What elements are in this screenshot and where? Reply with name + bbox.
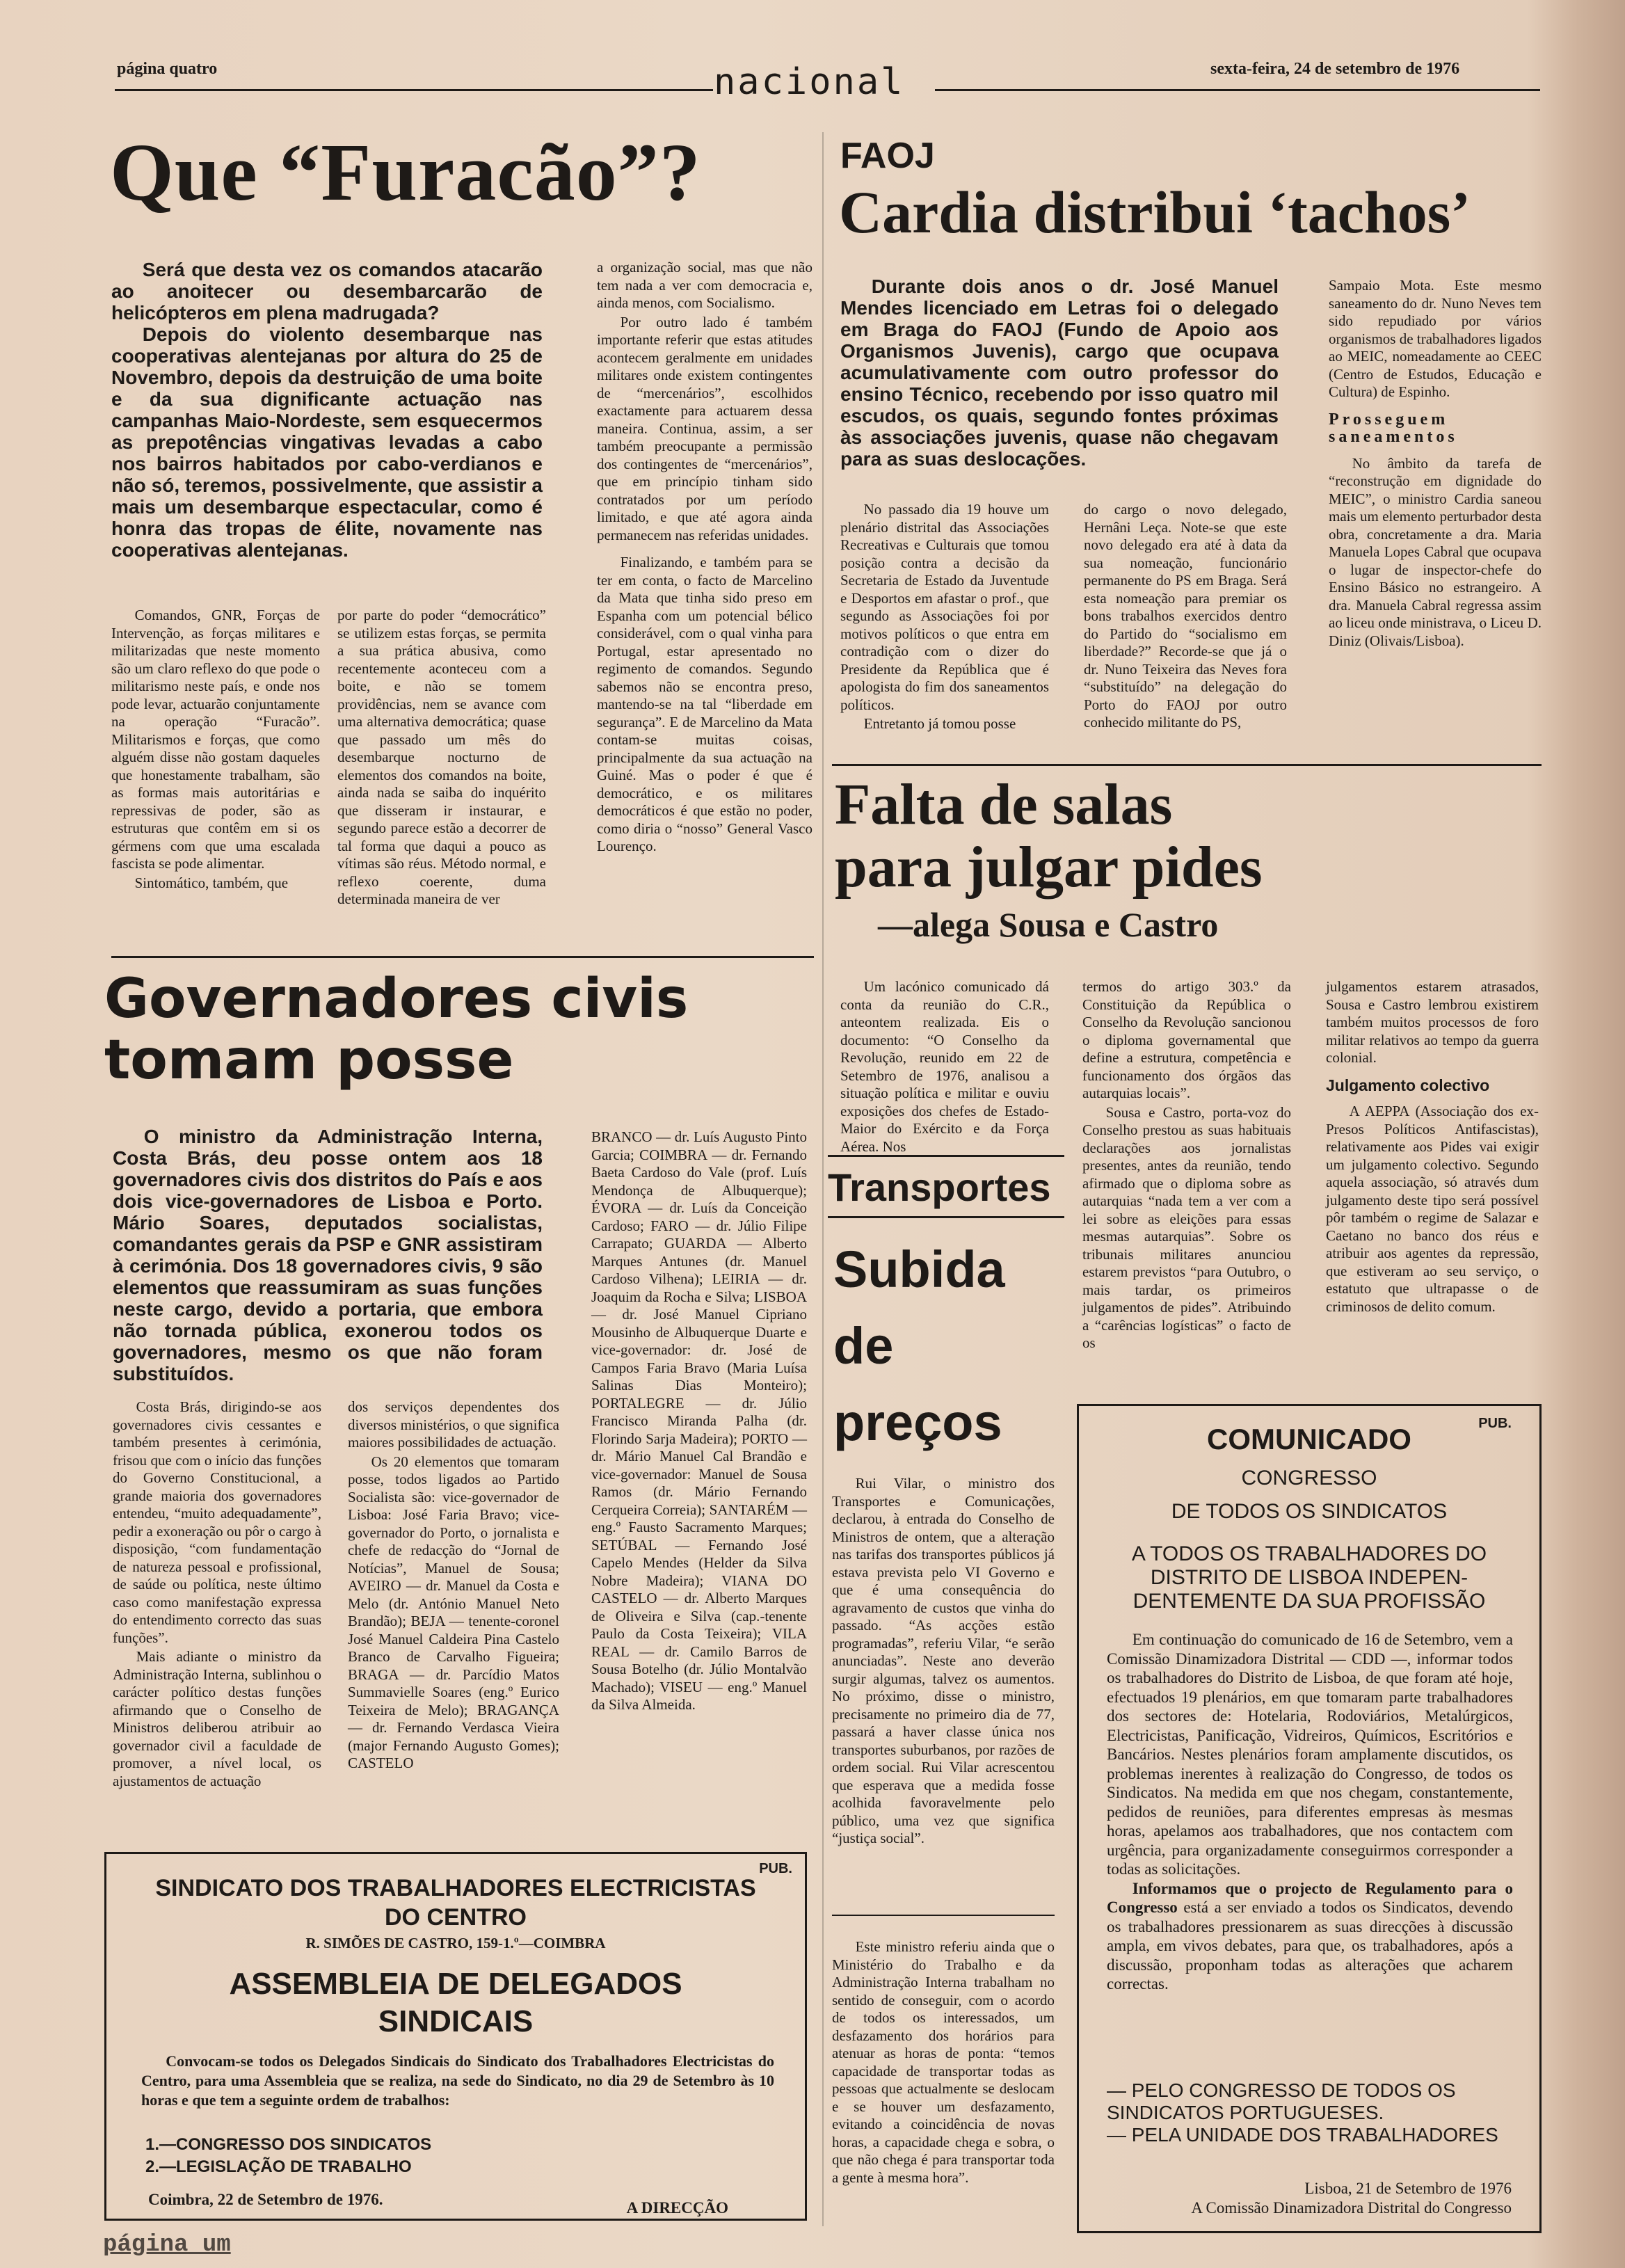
furacao-headline: Que “Furacão”?	[110, 127, 701, 218]
governadores-headline-line2: tomam posse	[104, 1029, 514, 1092]
faoj-headline: Cardia distribui ‘tachos’	[839, 179, 1471, 246]
ad-comunicado	[1077, 1404, 1542, 2233]
faoj-col2-p1: do cargo o novo delegado, Hernâni Leça. Note-se que este novo delegado era até à data da sua nomeação, funcionário permanente do PS em Braga. Será esta nomeação para premiar os bons trabalhos exercidos dentro do Partido do “socialismo em liberdade?” Recorde-se que já o dr. Nuno Teixeira das Neves fora “substituído” na delegação do Porto do FAOJ por outro conhecido militante do PS,	[1084, 501, 1287, 730]
ad-comunicado-slogan-2: — PELA UNIDADE DOS TRABALHADORES	[1107, 2124, 1498, 2146]
pides-col2-p2: Sousa e Castro, porta-voz do Conselho prestou as suas habituais declarações aos jornalistas presentes, antes da reunião, tendo afirmado que o diploma sobre as autarquias “nada tem a ver com a lei sobre as eleições para essas mesmas autarquias”. Sobre os tribunais militares anunciou estarem previstos “para Outubro, o mais tardar, os primeiros julgamentos de pides”. Atribuindo a “carências logísticas” o facto de os	[1082, 1103, 1291, 1351]
faoj-kicker: FAOJ	[840, 136, 935, 176]
pides-headline	[835, 774, 1263, 899]
governadores-headline	[104, 968, 688, 1091]
furacao-col1-p1: Comandos, GNR, Forças de Intervenção, as forças militares e militarizadas que neste momento são um claro reflexo do que pode o militarismo neste país, e onde nos pode levar, actuarão conjuntamente na operação “Furacão”. Militarismos e forças, que como alguém disse não gostam daqueles que honestamente trabalham, são as formas mais autoritárias e repressivas de poder, são as estruturas que contêm em si os gérmens com que uma escalada fascista se pode alimentar.	[111, 607, 320, 872]
faoj-bottom-rule	[832, 764, 1542, 766]
transportes-headline	[833, 1231, 1005, 1461]
governadores-col2-p2: Os 20 elementos que tomaram posse, todos ligados ao Partido Socialista são: vice-governador de Lisboa: José Faria Bravo; vice-governador do Porto, o jornalista e chefe de redacção do “Jornal de Notícias”, Manuel de Sousa; AVEIRO — dr. Manuel da Costa e Melo (dr. António Manuel Neto Brandão); BEJA — tenente-coronel José Manuel Caldeira Pina Castelo Branco de Carvalho Figueira; BRAGA — dr. Parcídio Matos Summavielle Soares (eng.º Eurico Teixeira de Melo); BRAGANÇA — dr. Fernando Verdasca Vieira (major Fernando Augusto Gomes); CASTELO	[348, 1453, 559, 1771]
ad-electricistas	[104, 1852, 807, 2221]
ad-comunicado-heading	[1079, 1542, 1539, 1613]
transportes-headline-line3: preços	[833, 1393, 1002, 1451]
ad-electricistas-org-line2: DO CENTRO	[385, 1904, 527, 1931]
transportes-col-2	[832, 1938, 1055, 2188]
governadores-col-2	[348, 1398, 559, 1774]
pides-col3-p2: A AEPPA (Associação dos ex-Presos Políticos Antifascistas), relativamente aos Pides vai exigir um julgamento colectivo. Segundo aquela associação, só através dum julgamento deste tipo será possível pôr também o regime de Salazar e Caetano no banco dos réus e atribuir aos agentes da repressão, que estiveram ao seu serviço, o estatuto que ultrapasse o de criminosos de delito comum.	[1326, 1103, 1539, 1315]
ad-electricistas-org	[106, 1874, 805, 1932]
ad-electricistas-pub: PUB.	[759, 1861, 792, 1876]
ad-electricistas-title-line1: ASSEMBLEIA DE DELEGADOS	[229, 1967, 682, 2001]
governadores-col1-p1: Costa Brás, dirigindo-se aos governadores civis cessantes e também presentes à cerimónia, frisou que com o início das funções do Governo Constitucional, a grande maioria dos governadores entendeu, “muito adequadamente”, pedir a exoneração ou pôr o cargo à disposição, “com fundamentação de natureza pessoal e profissional, de saúde ou política, neste último caso como manifestação expressa do entendimento correcto das suas funções”.	[113, 1398, 321, 1646]
column-divider	[822, 132, 824, 2226]
page-label: página quatro	[117, 60, 218, 78]
ad-electricistas-place-date: Coimbra, 22 de Setembro de 1976.	[148, 2191, 383, 2208]
pides-col1-p: Um lacónico comunicado dá conta da reunião do C.R., anteontem realizada. Eis o documento: “O Conselho da Revolução, reunido em 22 de Setembro de 1976, analisou a situação política e militar e ouviu exposições dos chefes de Estado-Maior do Exército e da Força Aérea. Nos	[840, 978, 1049, 1155]
pides-subhead: —alega Sousa e Castro	[878, 905, 1219, 944]
ad-comunicado-title: COMUNICADO	[1207, 1423, 1411, 1455]
ad-electricistas-agenda	[145, 2134, 431, 2178]
governadores-col3-p: BRANCO — dr. Luís Augusto Pinto Garcia; COIMBRA — dr. Fernando Baeta Cardoso do Vale (prof. Luís Mendonça de Albuquerque); ÉVORA — dr. Luís da Conceição Cardoso; FARO — dr. Júlio Filipe Carrapato; GUARDA — Alberto Marques Antunes (dr. Manuel Cardoso Vilhena); LEIRIA — dr. Joaquim da Rocha e Silva; LISBOA — dr. José Manuel Cipriano Mousinho de Albuquerque Duarte e vice-governador: dr. José de Campos Faria Bravo (Maria Luísa Salinas Dias Monteiro); PORTALEGRE — dr. Júlio Francisco Miranda Palha (dr. Florindo Sarja Madeira); PORTO — dr. Mário Manuel Cal Brandão e vice-governador: Manuel de Sousa Ramos (dr. Mário Fernando Cerqueira Correia); SANTARÉM — eng.º Fausto Sacramento Marques; SETÚBAL — Fernando José Capelo Mendes (Helder da Silva Nobre Madeira); VIANA DO CASTELO — dr. Alberto Marques de Oliveira e Silva (cap.-tenente Paulo da Costa Teixeira); VILA REAL — dr. Camilo Barros de Sousa Botelho (dr. Júlio Montalvão Machado); VISEU — eng.º Manuel da Silva Almeida.	[591, 1128, 807, 1713]
ad-comunicado-body	[1107, 1630, 1513, 1994]
faoj-col1-p2: Entretanto já tomou posse	[863, 715, 1016, 732]
faoj-subhead: Prosseguem saneamentos	[1329, 410, 1458, 446]
faoj-lead	[840, 275, 1279, 470]
pides-col3-p1: julgamentos estarem atrasados, Sousa e Castro lembrou existirem também muitos processos de foro militar relativos ao tempo da guerra colonial.	[1326, 978, 1539, 1066]
ad-electricistas-item-1: 1.—CONGRESSO DOS SINDICATOS	[145, 2135, 432, 2154]
ad-electricistas-title-line2: SINDICAIS	[378, 2004, 534, 2038]
transportes-col1-p2: Este ministro referiu ainda que o Ministério do Trabalho e da Administração Interna trabalham no sentido de conseguir, com o acordo de todos os interessados, um desfazamento dos horários para atenuar as horas de ponta: “temos capacidade de transportar todas as pessoas que actualmente se deslocam e se houver um desfazamento, evitando a coincidência de novas horas, a capacidade chega e sobra, o que não chega é para transportar toda a gente à mesma hora”.	[832, 1938, 1055, 2186]
ad-electricistas-body: Convocam-se todos os Delegados Sindicais do Sindicato dos Trabalhadores Electricistas do Centro, para uma Assembleia que se realiza, na sede do Sindicato, no dia 29 de Setembro às 10 horas e que tem a seguinte ordem de trabalhos:	[141, 2052, 774, 2109]
furacao-col-1	[111, 607, 320, 893]
ad-comunicado-slogans	[1107, 2079, 1513, 2146]
ad-comunicado-heading-line2: DISTRITO DE LISBOA INDEPEN-	[1150, 1566, 1468, 1589]
pides-col-2	[1082, 978, 1291, 1354]
header-rule-right	[935, 89, 1540, 91]
ad-comunicado-body-p2-bold: Informamos que o projecto de Regulamento para o Congresso	[1107, 1879, 1513, 1916]
faoj-col3-p2: No âmbito da tarefa de “reconstrução em dignidade do MEIC”, o ministro Cardia saneou mais um elemento perturbador desta obra, concretamente a dra. Maria Manuela Lopes Cabral que ocupava o lugar de inspector-chefe do Ensino Básico no estrangeiro. A dra. Manuela Cabral regressa assim ao liceu onde ministrava, o Liceu D. Diniz (Olivais/Lisboa).	[1329, 454, 1542, 649]
governadores-col-1	[113, 1398, 321, 1791]
furacao-col3-p1: a organização social, mas que não tem nada a ver com democracia e, ainda menos, com Socialismo.	[597, 259, 812, 311]
furacao-bottom-rule	[111, 956, 814, 958]
ad-electricistas-signature: A DIRECÇÃO	[626, 2199, 728, 2217]
furacao-col2-p1: por parte do poder “democrático” se utilizem estas forças, se permita a sua prática abusiva, como recentemente aconteceu com a boite, e não se tomem providências, nem se avance com uma alternativa democrática; quase que passado um mês do desembarque nocturno de elementos dos comandos na boite, ainda nada se saiba do inquérito que disseram ir instaurar, e segundo parece estão a decorrer de tal forma que daqui a pouco as vítimas são réus. Método normal, e reflexo coerente, duma determinada maneira de ver	[337, 607, 546, 907]
governadores-lead	[113, 1126, 543, 1384]
transportes-top-rule	[828, 1155, 1064, 1157]
header-rule-left	[115, 89, 713, 91]
pides-col-3	[1326, 978, 1539, 1317]
faoj-col-2	[1084, 501, 1287, 733]
governadores-headline-line1: Governadores civis	[104, 968, 689, 1030]
transportes-headline-line1: Subida	[833, 1240, 1005, 1298]
ad-comunicado-sub-line1: CONGRESSO	[1241, 1467, 1377, 1490]
ad-comunicado-pub: PUB.	[1478, 1416, 1512, 1431]
faoj-col1-p1: No passado dia 19 houve um plenário distrital das Associações Recreativas e Culturais que tomou posição contra a decisão da Secretaria de Estado da Juventude e Desportos em afastar o prof., que segundo as Associações foi por motivos políticos o que entra em contradição com o dizer do Presidente da República que é apologista do fim dos saneamentos políticos.	[840, 501, 1049, 713]
pides-col-1	[840, 978, 1049, 1157]
governadores-col-3	[591, 1128, 807, 1716]
transportes-col-1	[832, 1475, 1055, 1849]
governadores-col1-p2: Mais adiante o ministro da Administração Interna, sublinhou o carácter político destas funções afirmando que o Conselho de Ministros deliberou atribuir ao governador civil a faculdade de promover, a nível local, os ajustamentos de actuação	[113, 1648, 321, 1789]
furacao-lead-p1: Será que desta vez os comandos atacarão ao anoitecer ou desembarcarão de helicópteros em plena madrugada?	[111, 259, 543, 324]
ad-comunicado-body-p2: está a ser enviado a todos os Sindicatos, devendo os trabalhadores pressionarem as suas direcções à discussão ampla, em vivos debates, para que, os trabalhadores, após a discussão, proponham todas as alterações que acharem correctas.	[1107, 1899, 1513, 1993]
transportes-col1-p1: Rui Vilar, o ministro dos Transportes e Comunicações, declarou, à entrada do Conselho de Ministros de ontem, que a alteração nas tarifas dos transportes públicos já estava prevista pelo VI Governo e que é uma consequência do agravamento de custos que vinha do passado. “As acções estão programadas”, referiu Vilar, “e serão anunciadas”. Neste ano deverão surgir algumas, talvez os aumentos. No próximo, disse o ministro, precisamente no primeiro dia de 77, passará a haver classe única nos transportes suburbanos, por razões de ordem social. Rui Vilar acrescentou que esperava que a medida fosse acolhida favoravelmente pelo público, uma vez que significa “justiça social”.	[832, 1475, 1055, 1846]
ad-electricistas-item-2: 2.—LEGISLAÇÃO DE TRABALHO	[145, 2157, 412, 2176]
ad-comunicado-sub-line2: DE TODOS OS SINDICATOS	[1171, 1500, 1448, 1523]
furacao-col-2	[337, 607, 546, 910]
governadores-lead-p: O ministro da Administração Interna, Costa Brás, deu posse ontem aos 18 governadores civis dos distritos do País e aos dois vice-governadores de Lisboa e Porto. Mário Soares, deputados socialistas, comandantes gerais da PSP e GNR assistiram à cerimónia. Dos 18 governadores civis, 9 são elementos que reassumiram as suas funções neste cargo, devido a portaria, que embora não tornada pública, exonerou todos os governadores, mesmo os que não foram substituídos.	[113, 1126, 543, 1384]
section-title: nacional	[714, 61, 905, 103]
furacao-col3-p3: Finalizando, e também para se ter em conta, o facto de Marcelino da Mata que tinha sido preso em Espanha com um potencial bélico considerável, com o qual vinha para Portugal, estar apresentado no regimento de comandos. Segundo sabemos não se encontra preso, mantendo-se na tal “liberdade em segurança”. E de Marcelino da Mata contam-se muitas coisas, principalmente da sua actuação na Guiné. Mas o poder é que é democrático, e os militares democráticos é que estão no poder, como diria o “nosso” General Vasco Lourenço.	[597, 554, 812, 854]
pides-headline-line2: para julgar pides	[835, 835, 1263, 900]
pides-col3-subhead: Julgamento colectivo	[1326, 1076, 1490, 1094]
ad-comunicado-place-date: Lisboa, 21 de Setembro de 1976	[1304, 2180, 1512, 2197]
transportes-headline-line2: de	[833, 1317, 894, 1375]
furacao-lead	[111, 259, 543, 561]
transportes-section: Transportes	[828, 1165, 1051, 1209]
ad-comunicado-slogan-1: — PELO CONGRESSO DE TODOS OS SINDICATOS PORTUGUESES.	[1107, 2079, 1456, 2123]
faoj-col-3	[1329, 277, 1542, 651]
ad-comunicado-heading-line3: DENTEMENTE DA SUA PROFISSÃO	[1132, 1590, 1486, 1613]
faoj-lead-p: Durante dois anos o dr. José Manuel Mendes licenciado em Letras foi o delegado em Braga do FAOJ (Fundo de Apoio aos Organismos Juvenis), cargo que ocupava acumulativamente com outro professor do ensino Técnico, recebendo por isso quatro mil escudos, os quais, segundo fontes próximas às associações juvenis, quase não chegavam para as suas deslocações.	[840, 275, 1279, 470]
ad-comunicado-sub	[1079, 1462, 1539, 1528]
ad-comunicado-signature: A Comissão Dinamizadora Distrital do Congresso	[1191, 2199, 1512, 2217]
ad-electricistas-org-line1: SINDICATO DOS TRABALHADORES ELECTRICISTAS	[155, 1875, 756, 1901]
ad-comunicado-body-p1: Em continuação do comunicado de 16 de Setembro, vem a Comissão Dinamizadora Distrital — CDD —, informar todos os trabalhadores do Distrito de Lisboa, de que foram até hoje, efectuados 19 plenários, em que tomaram parte trabalhadores dos sectores de: Hotelaria, Rodoviários, Metalúrgicos, Electricistas, Panificação, Vidreiros, Químicos, Escritórios e Bancários. Nestes plenários foram amplamente discutidos, os problemas inerentes à realização do Congresso, de todos os Sindicatos. Na medida em que nos chegam, constantemente, pedidos de reuniões, para diferentes empresas às mesmas horas, apelamos aos trabalhadores, que nos contactem com urgência, para organizadamente conseguirmos corresponder a todas as solicitações.	[1107, 1631, 1513, 1878]
furacao-col3-p2: Por outro lado é também importante referir que estas atitudes acontecem geralmente em unidades militares onde existem contingentes de “mercenários”, escolhidos exactamente para actuarem dessa maneira. Continua, assim, a ser também preocupante a permissão dos contingentes de “mercenários”, que em princípio tinham sido contratados por um período limitado, e que até agora ainda permanecem nas referidas unidades.	[597, 313, 812, 543]
governadores-col2-p1: dos serviços dependentes dos diversos ministérios, o que significa maiores possibilidades de actuação.	[348, 1398, 559, 1451]
transportes-mid-rule	[832, 1915, 1055, 1916]
furacao-col-3	[597, 259, 812, 857]
faoj-col3-p1: Sampaio Mota. Este mesmo saneamento do dr. Nuno Neves tem sido repudiado por vários organismos de trabalhadores ligados ao MEIC, nomeadamente ao CEEC (Centro de Estudos, Educação e Cultura) de Espinho.	[1329, 277, 1542, 400]
ad-electricistas-title	[106, 1965, 805, 2041]
faoj-col-1	[840, 501, 1049, 735]
furacao-lead-p2: Depois do violento desembarque nas cooperativas alentejanas por altura do 25 de Novembro, depois da destruição de uma boite e da sua dignificante actuação nas campanhas Maio-Nordeste, sem esquecermos as prepotências vingativas levadas a cabo nos bairros habitados por cabo-verdianos e não só, teremos, possivelmente, que assistir a mais um desembarque espectacular, como é honra das tropas de élite, novamente nas cooperativas alentejanas.	[111, 324, 543, 561]
pides-headline-line1: Falta de salas	[835, 772, 1173, 837]
ad-electricistas-address: R. SIMÕES DE CASTRO, 159-1.º—COIMBRA	[305, 1935, 606, 1951]
footer-mark: página um	[103, 2232, 231, 2258]
ad-comunicado-heading-line1: A TODOS OS TRABALHADORES DO	[1131, 1542, 1487, 1565]
furacao-col1-p2: Sintomático, também, que	[134, 874, 289, 891]
pides-col2-p1: termos do artigo 303.º da Constituição da República o Conselho da Revolução sancionou o diploma governamental que define a estrutura, competência e funcionamento dos órgãos das autarquias locais”.	[1082, 978, 1291, 1101]
transportes-section-rule	[828, 1216, 1064, 1218]
issue-date: sexta-feira, 24 de setembro de 1976	[1210, 60, 1460, 78]
